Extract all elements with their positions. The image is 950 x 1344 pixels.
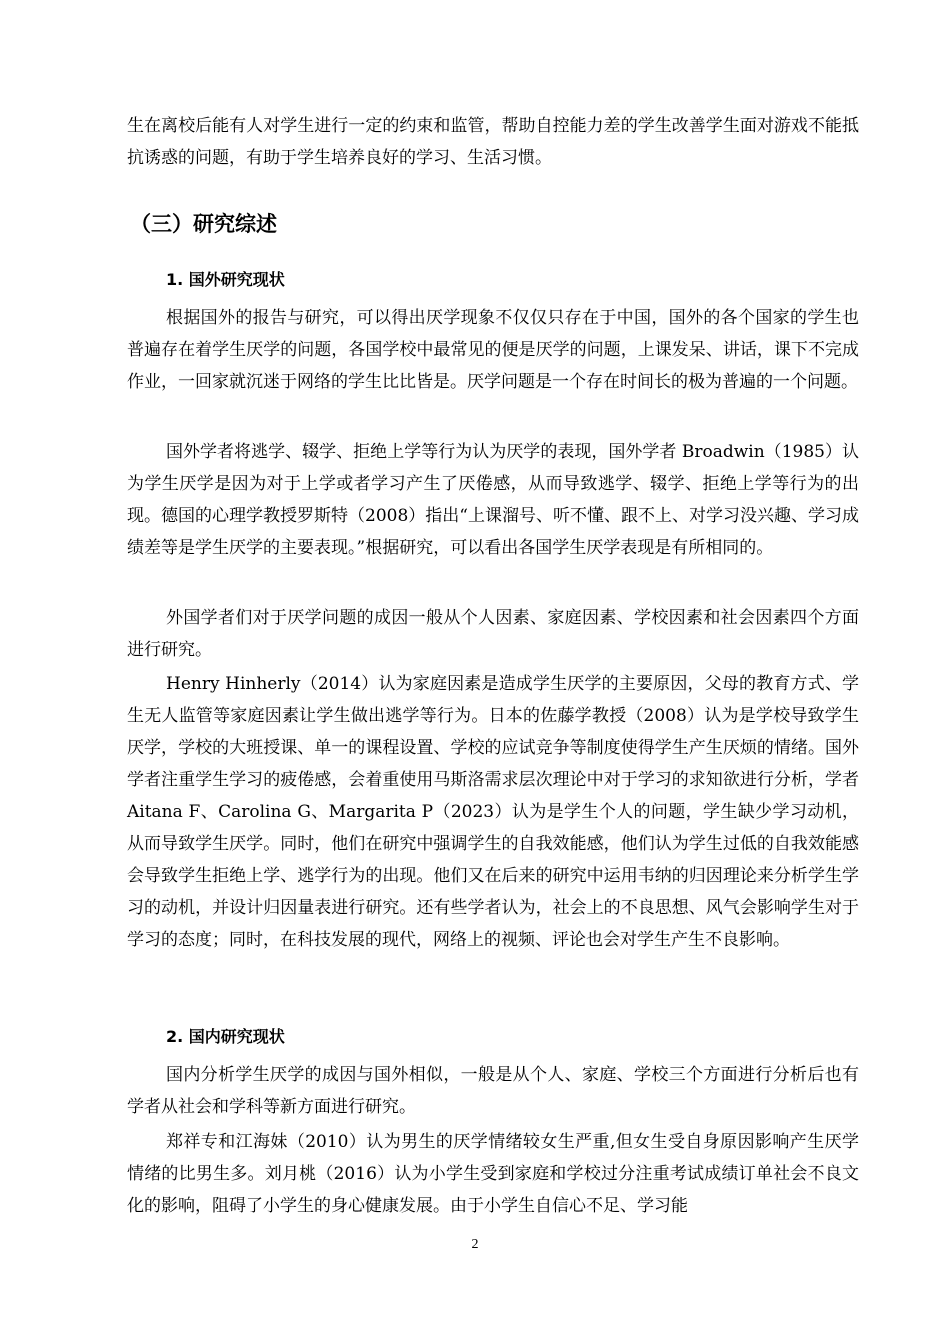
paragraph-foreign-causes: Henry Hinherly（2014）认为家庭因素是造成学生厌学的主要原因，父母的教育方式、学生无人监管等家庭因素让学生做出逃学等行为。日本的佐藤学教授（2008）认为是学校导致学生厌学，学校的大班授课、单一的课程设置、学校的应试竞争等制度使得学生产生厌烦的情绪。国外学者注重学生学习的疲倦感，会着重使用马斯洛需求层次理论中对于学习的求知欲进行分析，学者 Aitana F、Carolina G、Margarita P（2023）认为是学生个人的问题，学生缺少学习动机，从而导致学生厌学。同时，他们在研究中强调学生的自我效能感，他们认为学生过低的自我效能感会导致学生拒绝上学、逃学行为的出现。他们又在后来的研究中运用韦纳的归因理论来分析学生学习的动机，并设计归因量表进行研究。还有些学者认为，社会上的不良思想、风气会影响学生对于学习的态度；同时，在科技发展的现代，网络上的视频、评论也会对学生产生不良影响。 bbox=[127, 674, 859, 950]
paragraph-foreign-overview: 根据国外的报告与研究，可以得出厌学现象不仅仅只存在于中国，国外的各个国家的学生也普遍存在着学生厌学的问题，各国学校中最常见的便是厌学的问题，上课发呆、讲话，课下不完成作业，一回家就沉迷于网络的学生比比皆是。厌学问题是一个存在时间长的极为普遍的一个问题。 bbox=[127, 308, 859, 392]
subsection-heading-foreign: 1. 国外研究现状 bbox=[166, 270, 285, 289]
paragraph-foreign-manifestation: 国外学者将逃学、辍学、拒绝上学等行为认为厌学的表现，国外学者 Broadwin（1985）认为学生厌学是因为对于上学或者学习产生了厌倦感，从而导致逃学、辍学、拒绝上学等行为的出现。德国的心理学教授罗斯特（2008）指出“上课溜号、听不懂、跟不上、对学习没兴趣、学习成绩差等是学生厌学的主要表现。”根据研究，可以看出各国学生厌学表现是有所相同的。 bbox=[127, 442, 859, 558]
page-number: 2 bbox=[471, 1237, 479, 1252]
paragraph-domestic-studies: 郑祥专和江海妹（2010）认为男生的厌学情绪较女生严重,但女生受自身原因影响产生厌学情绪的比男生多。刘月桃（2016）认为小学生受到家庭和学校过分注重考试成绩订单社会不良文化的影响，阻碍了小学生的身心健康发展。由于小学生自信心不足、学习能 bbox=[127, 1132, 859, 1216]
paragraph-foreign-factors: 外国学者们对于厌学问题的成因一般从个人因素、家庭因素、学校因素和社会因素四个方面进行研究。 bbox=[127, 608, 859, 660]
intro-paragraph: 生在离校后能有人对学生进行一定的约束和监管，帮助自控能力差的学生改善学生面对游戏不能抵抗诱惑的问题，有助于学生培养良好的学习、生活习惯。 bbox=[127, 116, 859, 168]
subsection-heading-domestic: 2. 国内研究现状 bbox=[166, 1027, 285, 1046]
paragraph-domestic-overview: 国内分析学生厌学的成因与国外相似，一般是从个人、家庭、学校三个方面进行分析后也有学者从社会和学科等新方面进行研究。 bbox=[127, 1065, 859, 1117]
section-heading: （三）研究综述 bbox=[130, 212, 277, 236]
